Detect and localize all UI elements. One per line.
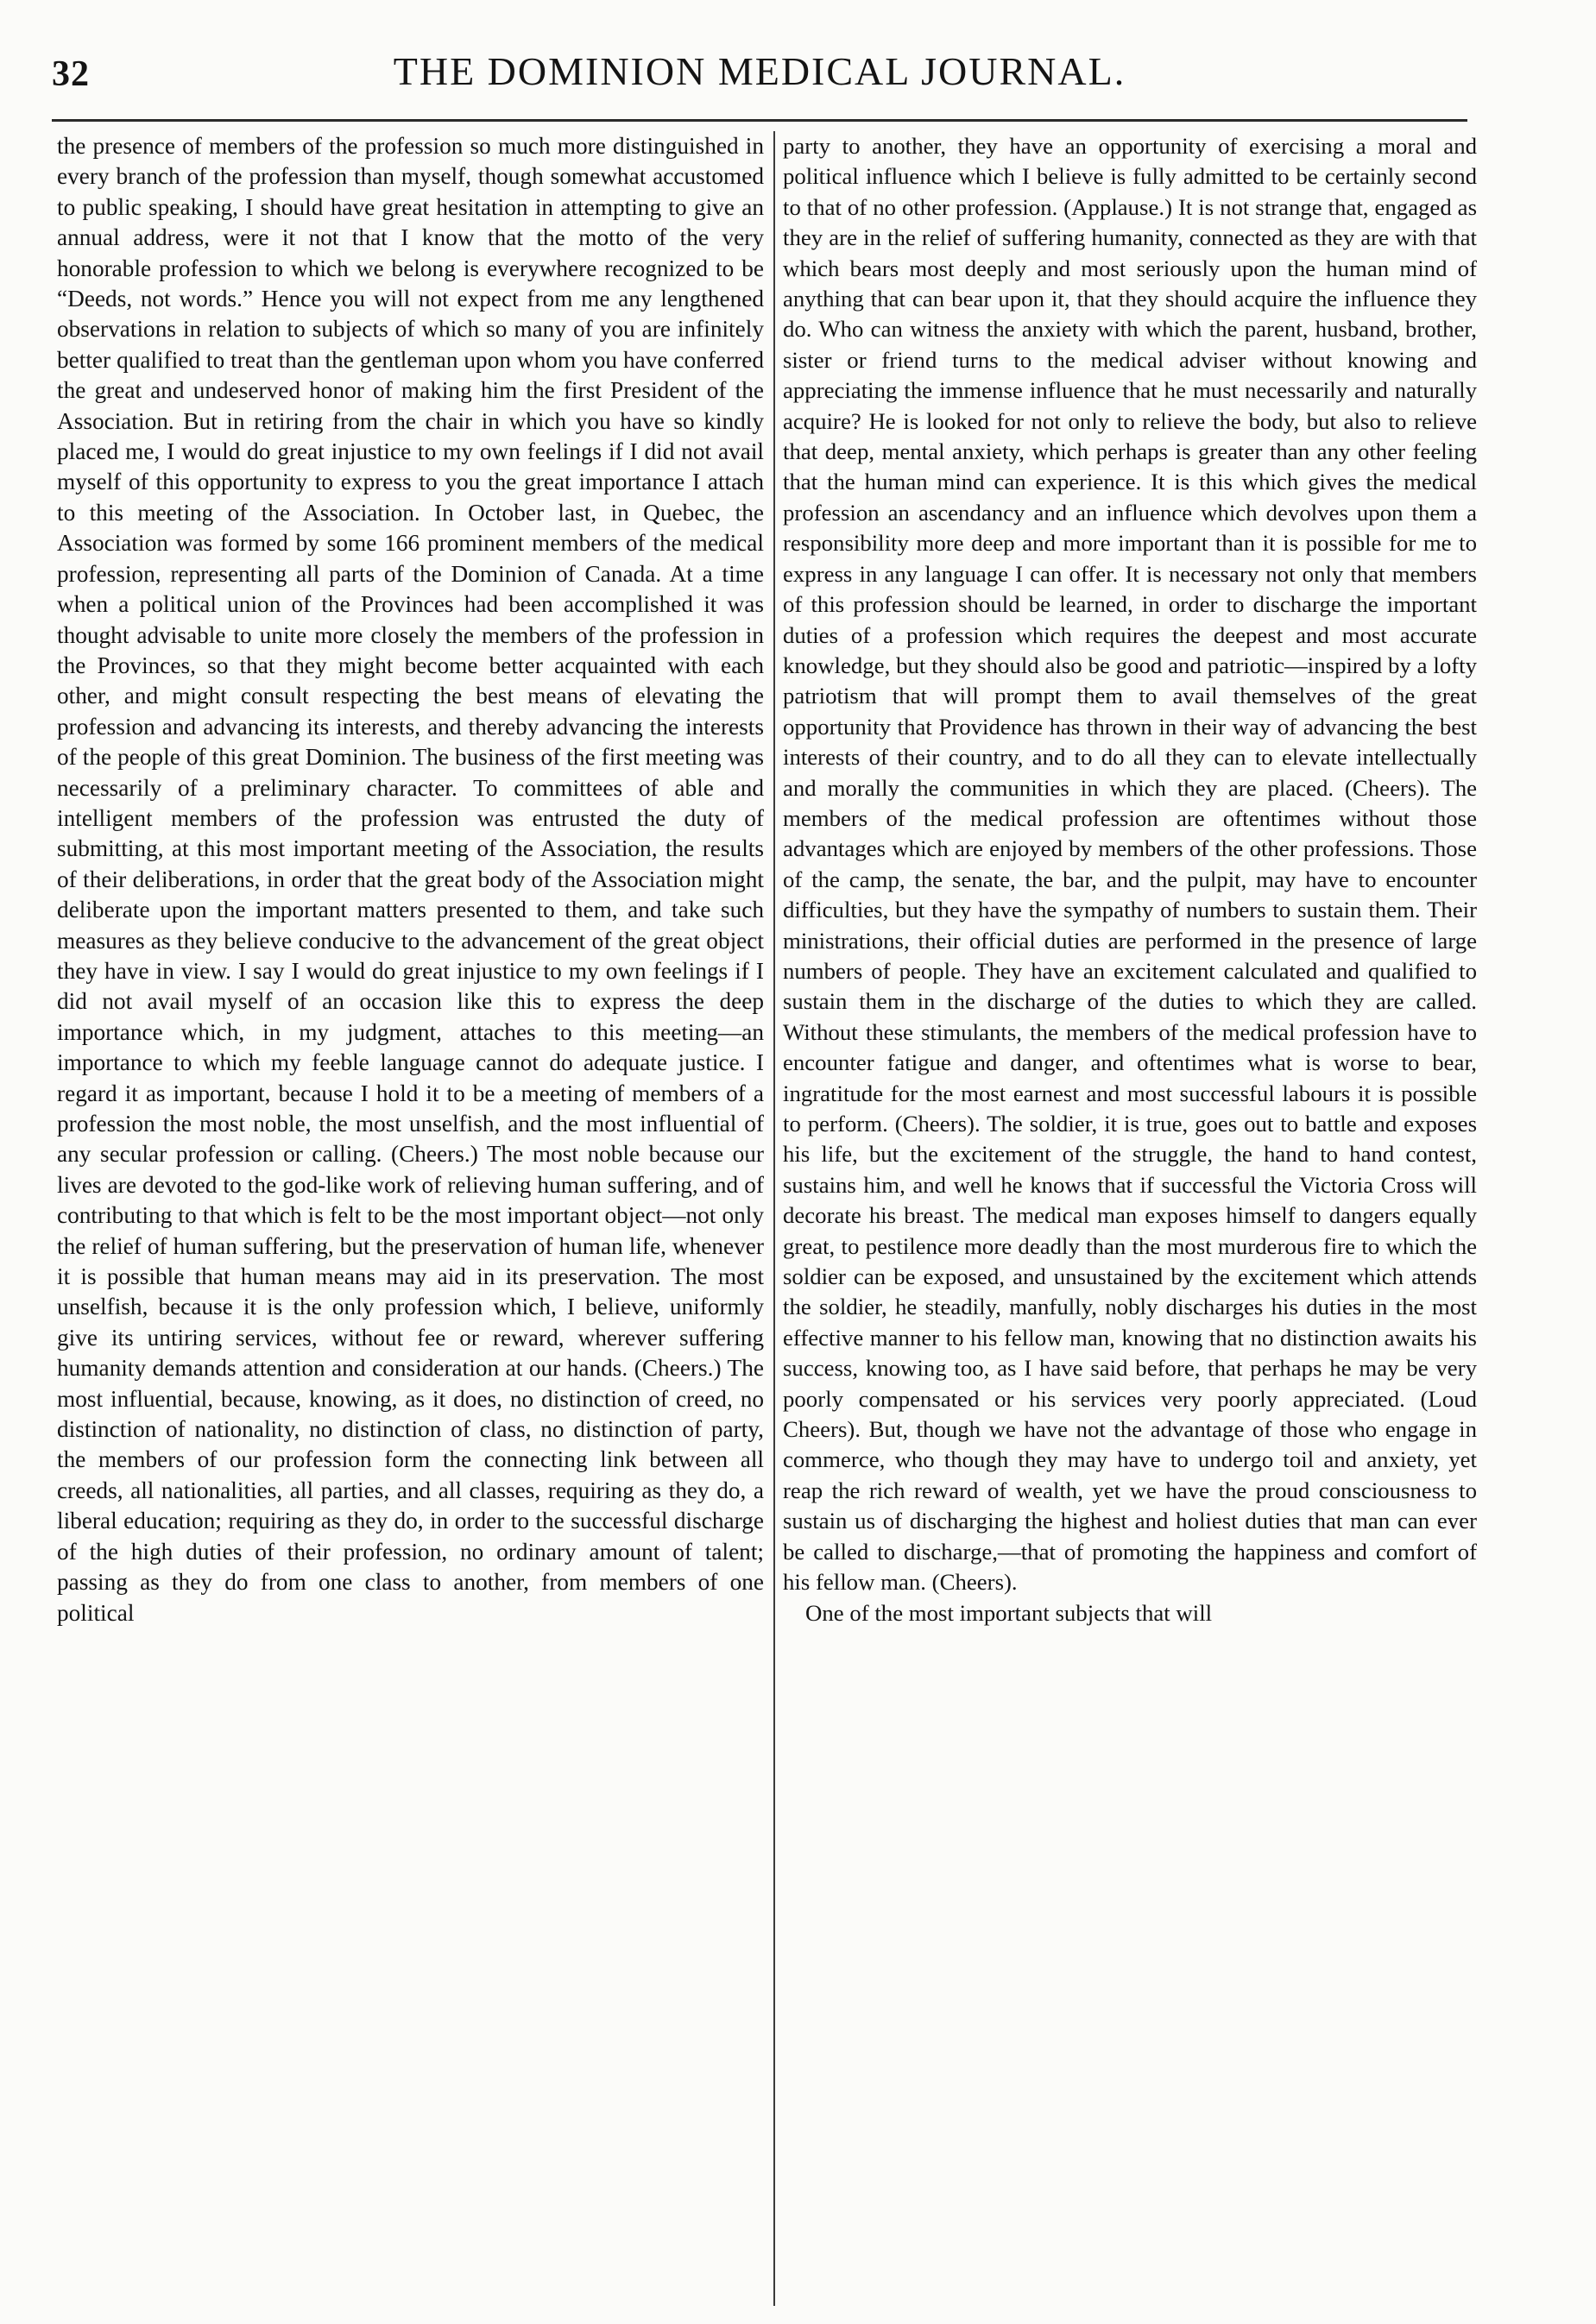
right-column-paragraph: party to another, they have an opportunity of exercising a moral and political influence which I believe is fully admitted to be certainly second to that of no other profession. (Applause.) It is not strange that, engaged as they are in the relief of suffering humanity, connected as they are with that which bears most deeply and most seriously upon the human mind of anything that can bear upon it, that they should acquire the influence they do. Who can witness the anxiety with which the parent, husband, brother, sister or friend turns to the medical adviser without knowing and appreciating the immense influence that he must necessarily and naturally acquire? He is looked for not only to relieve the body, but also to relieve that deep, mental anxiety, which perhaps is greater than any other feeling that the human mind can experience. It is this which gives the medical profession an ascendancy and an influence which devolves upon them a responsibility more deep and more important than it is possible for me to express in any language I can offer. It is necessary not only that members of this profession should be learned, in order to discharge the important duties of a profession which requires the deepest and most accurate knowledge, but they should also be good and patriotic—inspired by a lofty patriotism that will prompt them to avail themselves of the great opportunity that Providence has thrown in their way of advancing the best interests of their country, and to do all they can to elevate intellectually and morally the communities in which they are placed. (Cheers). The members of the medical profession are oftentimes without those advantages which are enjoyed by members of the other professions. Those of the camp, the senate, the bar, and the pulpit, may have to encounter difficulties, but they have the sympathy of numbers to sustain them. Their ministrations, their official duties are performed in the presence of large numbers of people. They have an excitement calculated and qualified to sustain them in the discharge of the duties to which they are called. Without these stimulants, the members of the medical profession have to encounter fatigue and danger, and oftentimes what is worse to bear, ingratitude for the most earnest and most successful labours it is possible to perform. (Cheers). The soldier, it is true, goes out to battle and exposes his life, but the excitement of the struggle, the hand to hand contest, sustains him, and well he knows that if successful the Victoria Cross will decorate his breast. The medical man exposes himself to dangers equally great, to pestilence more deadly than the most murderous fire to which the soldier can be exposed, and unsustained by the excitement which attends the soldier, he steadily, manfully, nobly discharges his duties in the most effective manner to his fellow man, knowing that no distinction awaits his success, knowing too, as I have said before, that perhaps he may be very poorly compensated or his services very poorly appreciated. (Loud Cheers). But, though we have not the advantage of those who engage in commerce, who though they may have to undergo toil and anxiety, yet reap the rich reward of wealth, yet we have the proud consciousness to sustain us of discharging the highest and holiest duties that man can ever be called to discharge,—that of promoting the happiness and comfort of his fellow man. (Cheers).	[783, 133, 1477, 1596]
right-column	[783, 131, 1477, 2310]
left-column-text: the presence of members of the profession so much more distinguished in every branch of the profession than myself, though somewhat accustomed to public speaking, I should have great hesitation in attempting to give an annual address, were it not that I know that the motto of the very honorable profession to which we belong is everywhere recognized to be “Deeds, not words.” Hence you will not expect from me any lengthened observations in relation to subjects of which so many of you are infinitely better qualified to treat than the gentleman upon whom you have conferred the great and undeserved honor of making him the first President of the Association. But in retiring from the chair in which you have so kindly placed me, I would do great injustice to my own feelings if I did not avail myself of this opportunity to express to you the great importance I attach to this meeting of the Association. In October last, in Quebec, the Association was formed by some 166 prominent members of the medical profession, representing all parts of the Dominion of Canada. At a time when a political union of the Provinces had been accomplished it was thought advisable to unite more closely the members of the profession in the Provinces, so that they might become better acquainted with each other, and might consult respecting the best means of elevating the profession and advancing its interests, and thereby advancing the interests of the people of this great Dominion. The business of the first meeting was necessarily of a preliminary character. To committees of able and intelligent members of the profession was entrusted the duty of submitting, at this most important meeting of the Association, the results of their deliberations, in order that the great body of the Association might deliberate upon the important matters presented to them, and take such measures as they believe conducive to the advancement of the great object they have in view. I say I would do great injustice to my own feelings if I did not avail myself of an occasion like this to express the deep importance which, in my judgment, attaches to this meeting—an importance to which my feeble language cannot do adequate justice. I regard it as important, because I hold it to be a meeting of members of a profession the most noble, the most unselfish, and the most influential of any secular profession or calling. (Cheers.) The most noble because our lives are devoted to the god-like work of relieving human suffering, and of contributing to that which is felt to be the most important object—not only the relief of human suffering, but the preservation of human life, whenever it is possible that human means may aid in its preservation. The most unselfish, because it is the only profession which, I believe, uniformly give its untiring services, without fee or reward, wherever suffering humanity demands attention and consideration at our hands. (Cheers.) The most influential, because, knowing, as it does, no distinction of creed, no distinction of nationality, no distinction of class, no distinction of party, the members of our profession form the connecting link between all creeds, all nationalities, all parties, and all classes, requiring as they do, a liberal education; requiring as they do, in order to the successful discharge of the high duties of their profession, no ordinary amount of talent; passing as they do from one class to another, from members of one political	[57, 133, 764, 1626]
page-number: 32	[52, 54, 90, 94]
column-divider	[773, 131, 775, 2306]
header-rule	[52, 119, 1467, 122]
right-column-paragraph: One of the most important subjects that will	[805, 1599, 1213, 1626]
left-column	[57, 131, 764, 2310]
running-title: THE DOMINION MEDICAL JOURNAL.	[393, 49, 1126, 93]
page-header	[52, 48, 1467, 114]
